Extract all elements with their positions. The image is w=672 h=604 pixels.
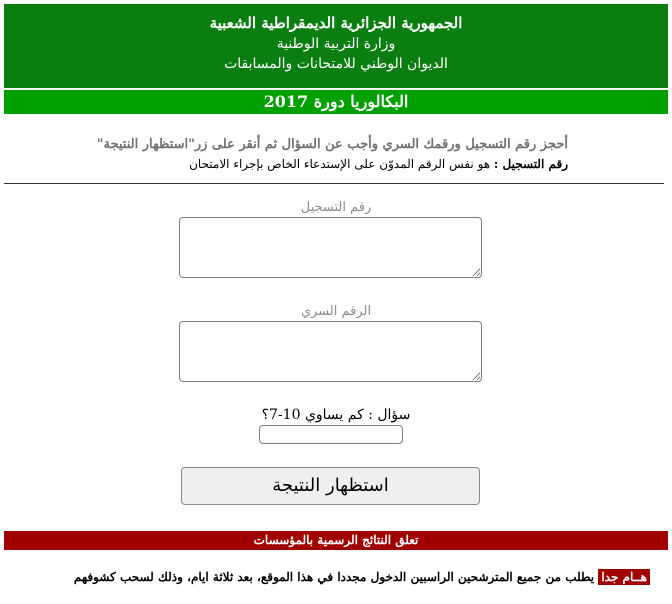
important-notice-text: يطلب من جميع المترشحين الراسبين الدخول مجددا في هذا الموقع، بعد ثلاثة ايام، وذلك لسحب كشوفهم <box>73 570 599 584</box>
registration-label: رقم التسجيل <box>300 200 372 215</box>
important-notice <box>4 568 650 586</box>
header-banner <box>4 4 668 88</box>
official-results-notice: تعلق النتائج الرسمية بالمؤسسات <box>4 531 668 550</box>
show-result-button[interactable]: استظهار النتيجة <box>181 467 480 505</box>
exam-session-title: البكالوريا دورة 2017 <box>4 90 668 114</box>
ministry-title: وزارة التربية الوطنية <box>276 36 396 52</box>
registration-note <box>4 155 568 173</box>
republic-title: الجمهورية الجزائرية الديمقراطية الشعبية <box>209 14 463 32</box>
secret-number-input[interactable] <box>179 321 482 382</box>
office-title: الديوان الوطني للامتحانات والمسابقات <box>224 56 448 72</box>
registration-note-text: هو نفس الرقم المدوّن على الإستدعاء الخاص بإجراء الامتحان <box>189 157 494 171</box>
secret-number-label: الرقم السري <box>300 304 372 319</box>
registration-note-label: رقم التسجيل : <box>493 157 568 171</box>
important-badge: هــام جدا <box>598 569 650 585</box>
divider <box>4 183 664 184</box>
instructions-line: أحجز رقم التسجيل ورقمك السري وأجب عن السؤال ثم أنقر على زر"استظهار النتيجة" <box>96 137 568 152</box>
captcha-question: سؤال : كم يساوي 10-7؟ <box>261 407 411 423</box>
captcha-answer-input[interactable] <box>259 425 403 444</box>
registration-number-input[interactable] <box>179 217 482 278</box>
